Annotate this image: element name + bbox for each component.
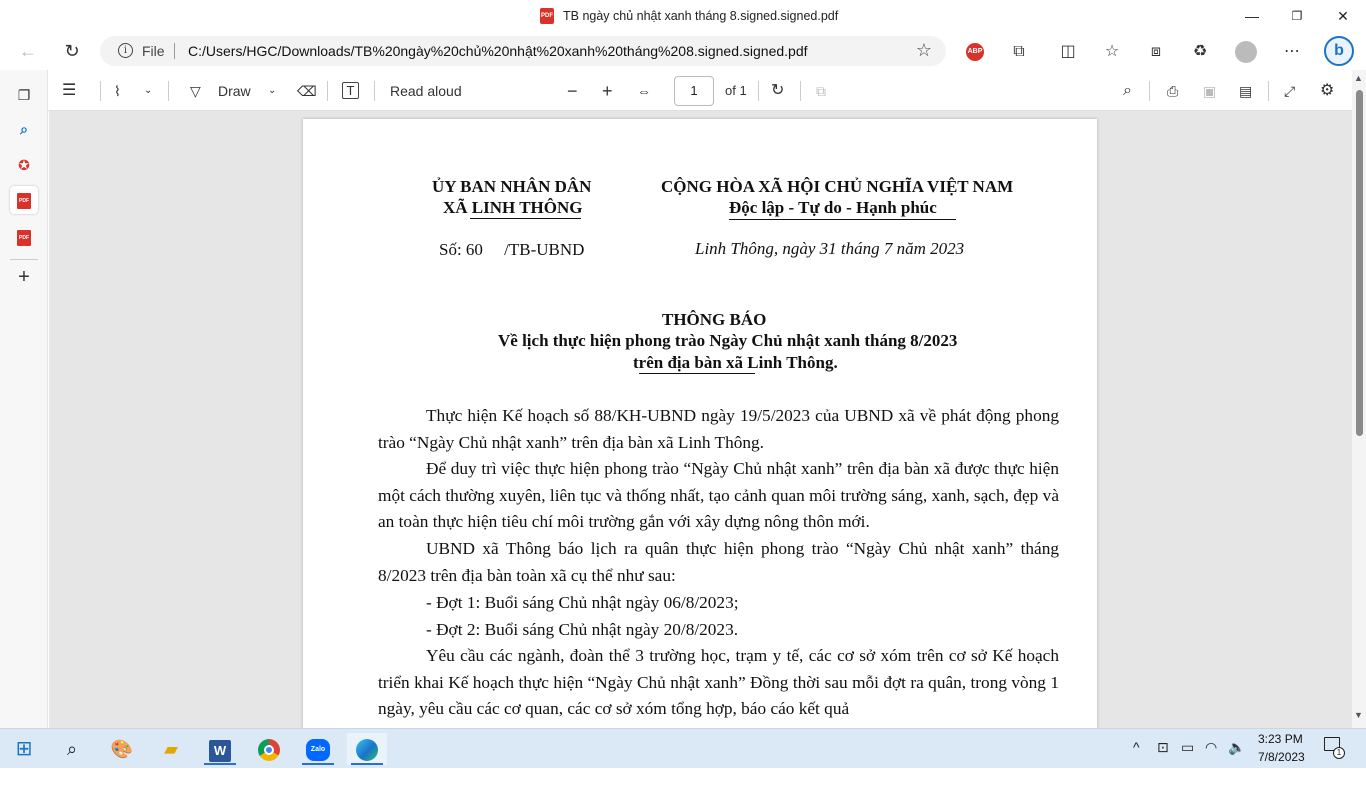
rotate-icon[interactable]: ↻ xyxy=(771,82,785,99)
print-icon[interactable]: ⎙ xyxy=(1167,83,1179,99)
toolbar-divider xyxy=(374,81,375,101)
taskbar xyxy=(0,728,1366,768)
sidebar-divider xyxy=(10,259,38,260)
notice-title: THÔNG BÁO xyxy=(662,310,767,329)
save-as-icon[interactable]: ▤ xyxy=(1239,83,1253,99)
notification-center-icon[interactable] xyxy=(1324,737,1342,757)
favorites-icon[interactable]: ☆ xyxy=(1104,43,1120,60)
text-box-icon[interactable]: T xyxy=(342,82,359,99)
toolbar-divider xyxy=(327,81,328,101)
pdf-toolbar xyxy=(48,70,1366,111)
list-item-2: - Đợt 2: Buổi sáng Chủ nhật ngày 20/8/2023. xyxy=(426,620,739,639)
save-icon[interactable]: ▣ xyxy=(1203,83,1217,99)
eraser-icon[interactable]: ⌫ xyxy=(297,83,317,99)
security-alert-icon[interactable]: ⊡ xyxy=(1157,739,1169,755)
running-indicator xyxy=(351,763,383,765)
favorite-star-icon[interactable]: ☆ xyxy=(915,40,932,60)
refresh-button[interactable] xyxy=(57,37,87,65)
bottom-strip xyxy=(0,768,1366,786)
subtitle-underline xyxy=(639,373,755,374)
clock-date[interactable]: 7/8/2023 xyxy=(1258,750,1305,764)
address-row xyxy=(0,33,1366,70)
pdf-file-icon: PDF xyxy=(540,8,554,24)
performance-icon[interactable]: ♻ xyxy=(1192,43,1208,60)
page-view-icon[interactable]: ⧉ xyxy=(816,83,826,99)
nation-line2: Độc lập - Tự do - Hạnh phúc xyxy=(729,198,937,217)
nation-line1: CỘNG HÒA XÃ HỘI CHỦ NGHĨA VIỆT NAM xyxy=(661,177,1014,196)
search-tab-icon[interactable]: ⌕ xyxy=(20,121,28,137)
new-tab-plus-icon[interactable]: + xyxy=(18,266,30,288)
contents-list-icon[interactable]: ☰ xyxy=(62,82,77,99)
pdf-tab-icon: PDF xyxy=(17,230,31,246)
chrome-icon xyxy=(258,739,280,761)
document-number: Số: 60 /TB-UBND xyxy=(439,240,585,259)
scrollbar-thumb[interactable] xyxy=(1356,90,1363,436)
scroll-down-arrow-icon[interactable]: ▼ xyxy=(1354,710,1363,720)
taskbar-search-icon[interactable]: ⌕ xyxy=(66,739,78,759)
collections-icon[interactable]: ⧈ xyxy=(1150,43,1162,60)
pdf-viewer[interactable] xyxy=(49,111,1352,728)
close-button[interactable]: ✕ xyxy=(1337,8,1349,24)
bing-copilot-icon[interactable]: b xyxy=(1324,36,1354,66)
page-total: of 1 xyxy=(725,83,747,98)
zoom-in-icon[interactable]: + xyxy=(602,81,613,101)
zoom-out-icon[interactable]: − xyxy=(567,81,578,101)
tab-pdf-active[interactable] xyxy=(10,186,38,214)
wifi-icon[interactable]: ◠ xyxy=(1205,739,1218,755)
paragraph-2: Để duy trì việc thực hiện phong trào “Ngày Chủ nhật xanh” trên địa bàn xã được thực hiện một cách thường xuyên, liên tục và thống nhất, tạo cảnh quan môi trường sáng, xanh, sạch, đẹp và an toàn thực hiện tiêu chí môi trường gắn với xây dựng nông thôn mới. xyxy=(378,459,1059,532)
notice-subtitle1: Về lịch thực hiện phong trào Ngày Chủ nhật xanh tháng 8/2023 xyxy=(498,331,958,350)
window-title: TB ngày chủ nhật xanh tháng 8.signed.signed.pdf xyxy=(563,9,839,23)
fit-width-icon[interactable]: ⇔ xyxy=(637,83,651,99)
place-date: Linh Thông, ngày 31 tháng 7 năm 2023 xyxy=(695,239,965,258)
extensions-puzzle-icon[interactable]: ⧉ xyxy=(1013,43,1025,60)
maximize-button[interactable]: ❐ xyxy=(1291,9,1303,23)
nation-underline xyxy=(729,219,956,220)
read-aloud-button[interactable]: Read aloud xyxy=(390,83,462,99)
site-emblem-icon[interactable]: ✪ xyxy=(18,157,30,173)
notice-subtitle2: trên địa bàn xã Linh Thông. xyxy=(633,353,838,372)
list-item-1: - Đợt 1: Buổi sáng Chủ nhật ngày 06/8/2023; xyxy=(426,593,739,612)
pdf-page xyxy=(303,119,1097,728)
draw-pen-icon[interactable]: ▽ xyxy=(190,83,201,99)
tab-actions-icon[interactable]: ❐ xyxy=(17,87,31,103)
vertical-tab-sidebar xyxy=(0,70,48,728)
search-icon[interactable]: ⌕ xyxy=(1123,82,1132,99)
toolbar-divider xyxy=(758,81,759,101)
fullscreen-icon[interactable]: ⤢ xyxy=(1284,83,1296,99)
clock-time[interactable]: 3:23 PM xyxy=(1258,732,1303,746)
notification-count: 1 xyxy=(1333,747,1345,759)
windows-start-icon[interactable]: ⊞ xyxy=(15,738,33,760)
org-underline xyxy=(470,218,581,219)
paragraph-3: UBND xã Thông báo lịch ra quân thực hiện phong trào “Ngày Chủ nhật xanh” tháng 8/2023 trên địa bàn toàn xã cụ thể như sau: xyxy=(378,539,1059,585)
page-number-input[interactable]: 1 xyxy=(674,76,714,106)
profile-avatar[interactable] xyxy=(1235,41,1257,63)
info-icon[interactable]: i xyxy=(118,43,133,58)
volume-icon[interactable]: 🔈 xyxy=(1228,739,1246,755)
running-indicator xyxy=(204,763,236,765)
toolbar-divider xyxy=(1268,81,1269,101)
back-button[interactable] xyxy=(13,37,43,65)
word-app-icon[interactable] xyxy=(200,733,240,765)
paragraph-1: Thực hiện Kế hoạch số 88/KH-UBND ngày 19/5/2023 của UBND xã về phát động phong trào “Ngày Chủ nhật xanh” trên địa bàn xã Linh Thông. xyxy=(378,406,1059,452)
settings-gear-icon[interactable]: ⚙ xyxy=(1320,82,1335,99)
chevron-down-icon[interactable]: ⌄ xyxy=(268,85,277,96)
address-bar[interactable] xyxy=(100,36,946,66)
scroll-up-arrow-icon[interactable]: ▲ xyxy=(1354,73,1363,83)
org-name-line2: XÃ LINH THÔNG xyxy=(443,198,583,217)
zalo-app-icon[interactable] xyxy=(298,733,338,765)
zalo-icon: Zalo xyxy=(306,739,330,761)
chevron-down-icon[interactable]: ⌄ xyxy=(144,85,153,96)
minimize-button[interactable]: — xyxy=(1245,8,1259,24)
address-divider xyxy=(174,43,175,59)
toolbar-divider xyxy=(168,81,169,101)
scheme-label: File xyxy=(142,43,165,59)
adblock-plus-icon[interactable]: ABP xyxy=(966,43,984,61)
paragraph-4: Yêu cầu các ngành, đoàn thể 3 trường học, trạm y tế, các cơ sở xóm trên cơ sở Kế hoạch triển khai Kế hoạch thực hiện “Ngày Chủ nhật xanh” Đồng thời sau mỗi đợt ra quân, trong vòng 1 ngày, yêu cầu các cơ quan, các cơ sở xóm tổng hợp, báo cáo kết quả xyxy=(378,646,1059,719)
highlight-icon[interactable]: ⌇ xyxy=(114,83,121,99)
toolbar-divider xyxy=(800,81,801,101)
arrow-left-icon: ← xyxy=(19,41,37,61)
draw-button[interactable]: Draw xyxy=(218,83,251,99)
paint-palette-icon[interactable]: 🎨 xyxy=(110,739,134,759)
edge-app-icon[interactable] xyxy=(347,733,387,765)
show-hidden-icons-chevron-icon[interactable]: ^ xyxy=(1133,739,1140,755)
toolbar-divider xyxy=(100,81,101,101)
split-screen-icon[interactable]: ◫ xyxy=(1060,43,1076,60)
toolbar-divider xyxy=(1149,81,1150,101)
pdf-tab-icon: PDF xyxy=(17,193,31,209)
word-icon: W xyxy=(209,740,231,762)
battery-icon[interactable]: ▭ xyxy=(1181,739,1195,755)
org-name-line1: ỦY BAN NHÂN DÂN xyxy=(432,177,592,196)
running-indicator xyxy=(302,763,334,765)
url-text[interactable]: C:/Users/HGC/Downloads/TB%20ngày%20chủ%20nhật%20xanh%20tháng%208.signed.signed.pdf xyxy=(188,43,808,59)
more-menu-icon[interactable]: ⋯ xyxy=(1284,43,1300,60)
title-bar xyxy=(0,0,1366,33)
file-explorer-icon[interactable]: ▰ xyxy=(164,739,178,759)
refresh-icon: ↻ xyxy=(64,41,80,61)
tab-pdf[interactable] xyxy=(10,223,38,251)
chrome-app-icon[interactable] xyxy=(249,733,289,765)
vertical-scrollbar[interactable] xyxy=(1352,70,1366,728)
edge-icon xyxy=(356,739,378,761)
